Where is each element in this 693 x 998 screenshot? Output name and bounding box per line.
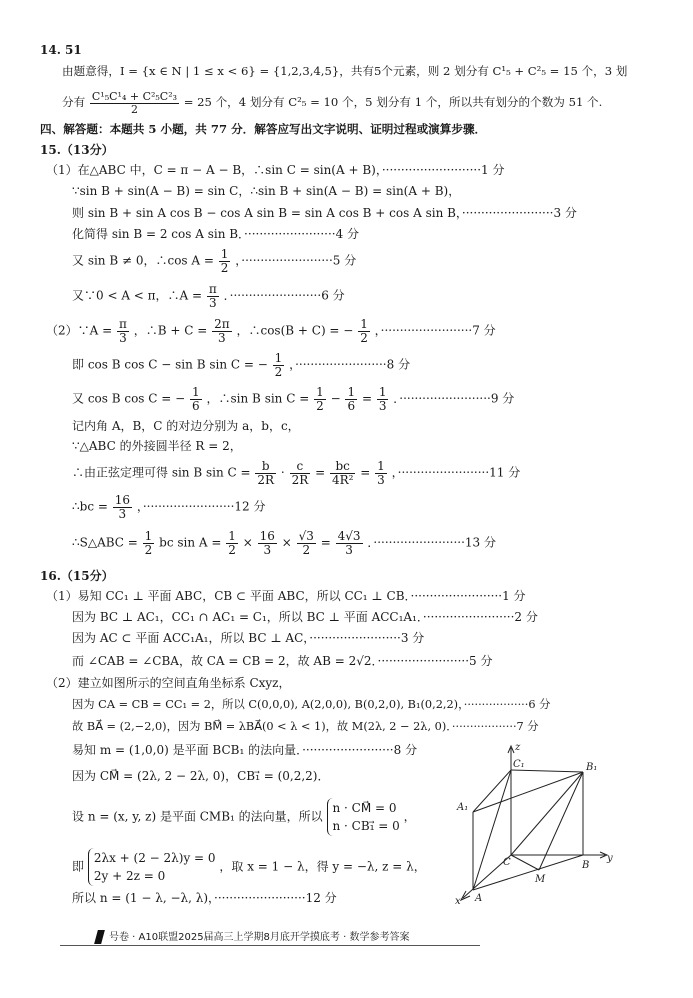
q16-p1-line2: 因为 BC ⊥ AC₁，CC₁ ∩ AC₁ = C₁，所以 BC ⊥ 平面 ACC₁A₁．························2 分 — [72, 610, 538, 624]
q16-p2-line2: 因为 CA = CB = CC₁ = 2，所以 C(0,0,0), A(2,0,0), B(0,2,0), B₁(0,2,2)，··················6 分 — [72, 698, 551, 711]
section4-heading: 四、解答题：本题共 5 小题，共 77 分．解答应写出文字说明、证明过程或演算步骤． — [40, 122, 487, 136]
q15-p2-line1: （2）∵A = $\frac{\pi}{3}$ ，∴B + C = $\frac{2\pi}{3}$ ，∴cos(B + C) = − $\frac{1}{2}$ ，························7 分 — [46, 317, 496, 345]
q16-header: 16.（15分） — [40, 569, 114, 583]
q16-p2-line6: 设 n = (x, y, z) 是平面 CMB₁ 的法向量，所以 n · CM⃗ = 0 n · CB₁⃗ = 0 ， — [72, 798, 416, 836]
q14-line2 — [62, 91, 602, 115]
q15-p1-line4: 化简得 sin B = 2 cos A sin B．························4 分 — [72, 227, 360, 241]
q15-p2-line6: ∴由正弦定理可得 sin B sin C = $\frac{b}{2R}$ · $\frac{c}{2R}$ = $\frac{bc}{\text{4R²}}$ = $\frac{1}{3}$ ，························11 分 — [72, 459, 521, 487]
q15-p2-line8: ∴S△ABC = $\frac{1}{2}$ bc sin A = $\frac{1}{2}$ × $\frac{16}{3}$ × $\frac{√3}{2}$ = $\frac{4√3}{3}$ ．························13 分 — [72, 529, 497, 557]
edge-c1-b1 — [511, 770, 583, 772]
q16-p2-line8: 所以 n = (1 − λ, −λ, λ)，························12 分 — [72, 891, 337, 905]
footer-text: 号卷 · A10联盟2025届高三上学期8月底开学摸底考 · 数学参考答案 — [109, 932, 410, 943]
q15-p1-line6: 又∵0 < A < π，∴A = $\frac{\pi}{3}$ ．························6 分 — [72, 282, 345, 310]
q15-p2-line2: 即 cos B cos C − sin B sin C = − $\frac{1}{2}$ ，························8 分 — [72, 351, 411, 379]
q14-header: 14. 51 — [40, 43, 82, 57]
label-b: B — [582, 860, 590, 871]
q15-p1-line1: （1）在△ABC 中，C = π − A − B，∴sin C = sin(A + B)，··························1 分 — [46, 163, 505, 177]
system-of-equations-1: n · CM⃗ = 0 n · CB₁⃗ = 0 — [327, 798, 400, 836]
label-a1: A₁ — [457, 802, 469, 813]
edge-a-b — [473, 855, 583, 890]
q14-fraction: $\frac{\text{C¹₅C¹₄ + C²₅C²₃}}{2}$ — [91, 90, 178, 116]
edge-c-b1 — [511, 772, 583, 855]
q16-p1-line4: 而 ∠CAB = ∠CBA，故 CA = CB = 2，故 AB = 2√2．························5 分 — [72, 654, 493, 668]
q15-p1-line5: 又 sin B ≠ 0，∴cos A = $\frac{1}{2}$ ，························5 分 — [72, 247, 357, 275]
page-footer — [96, 928, 409, 944]
footer-divider — [60, 945, 480, 946]
prism-figure — [455, 740, 625, 905]
q15-p2-line7: ∴bc = $\frac{16}{3}$ ，························12 分 — [72, 493, 266, 521]
q14-line2-rest: = 25 个，4 划分有 C²₅ = 10 个，5 划分有 1 个，所以共有划分的个数为 51 个. — [183, 95, 603, 110]
label-c: C — [503, 857, 511, 868]
brand-logo-icon — [94, 930, 105, 944]
system-of-equations-2: 2λx + (2 − 2λ)y = 0 2y + 2z = 0 — [88, 848, 216, 886]
edge-c-m — [511, 855, 539, 870]
q14-line2-prefix: 分有 — [62, 95, 86, 110]
label-b1: B₁ — [586, 762, 598, 773]
label-a: A — [475, 893, 483, 904]
q16-p1-line1: （1）易知 CC₁ ⊥ 平面 ABC，CB ⊂ 平面 ABC，所以 CC₁ ⊥ CB．························1 分 — [46, 589, 526, 603]
q15-p1-line2: ∵sin B + sin(A − B) = sin C，∴sin B + sin(A − B) = sin(A + B)， — [72, 184, 461, 198]
q15-p2-line5: ∵△ABC 的外接圆半径 R = 2， — [72, 439, 242, 453]
q16-p1-line3: 因为 AC ⊂ 平面 ACC₁A₁，所以 BC ⊥ AC，························3 分 — [72, 631, 425, 645]
q16-p2-line3: 故 BA⃗ = (2,−2,0)，因为 BM⃗ = λBA⃗(0 < λ < 1)，故 M(2λ, 2 − 2λ, 0)．··················7 分 — [72, 720, 539, 733]
q15-p2-line3: 又 cos B cos C = − $\frac{1}{6}$ ，∴sin B sin C = $\frac{1}{2}$ − $\frac{1}{6}$ = $\frac{1}{3}$ ．························9 分 — [72, 385, 515, 413]
label-m: M — [535, 874, 546, 885]
edge-c1-a1 — [473, 770, 511, 812]
q16-p2-line4: 易知 m = (1,0,0) 是平面 BCB₁ 的法向量．························8 分 — [72, 743, 418, 757]
q15-p1-line3: 则 sin B + sin A cos B − cos A sin B = sin A cos B + cos A sin B，························3 分 — [72, 206, 577, 220]
label-z: z — [515, 742, 521, 753]
label-c1: C₁ — [513, 759, 525, 770]
q16-p2-line7: 即 2λx + (2 − 2λ)y = 0 2y + 2z = 0 ，取 x = 1 − λ，得 y = −λ, z = λ， — [72, 848, 426, 886]
label-x: x — [455, 896, 461, 905]
q15-header: 15.（13分） — [40, 143, 114, 157]
q16-p2-line5: 因为 CM⃗ = (2λ, 2 − 2λ, 0)，CB₁⃗ = (0,2,2)． — [72, 769, 330, 783]
q14-line1: 由题意得，I = {x ∈ N | 1 ≤ x < 6} = {1,2,3,4,5}，共有5个元素，则 2 划分有 C¹₅ + C²₅ = 15 个，3 划 — [62, 64, 628, 78]
q15-p2-line4: 记内角 A，B，C 的对边分别为 a，b，c， — [72, 419, 300, 433]
q16-p2-line1: （2）建立如图所示的空间直角坐标系 Cxyz， — [46, 676, 291, 690]
edge-a1-b1 — [473, 772, 583, 812]
label-y: y — [607, 853, 613, 864]
